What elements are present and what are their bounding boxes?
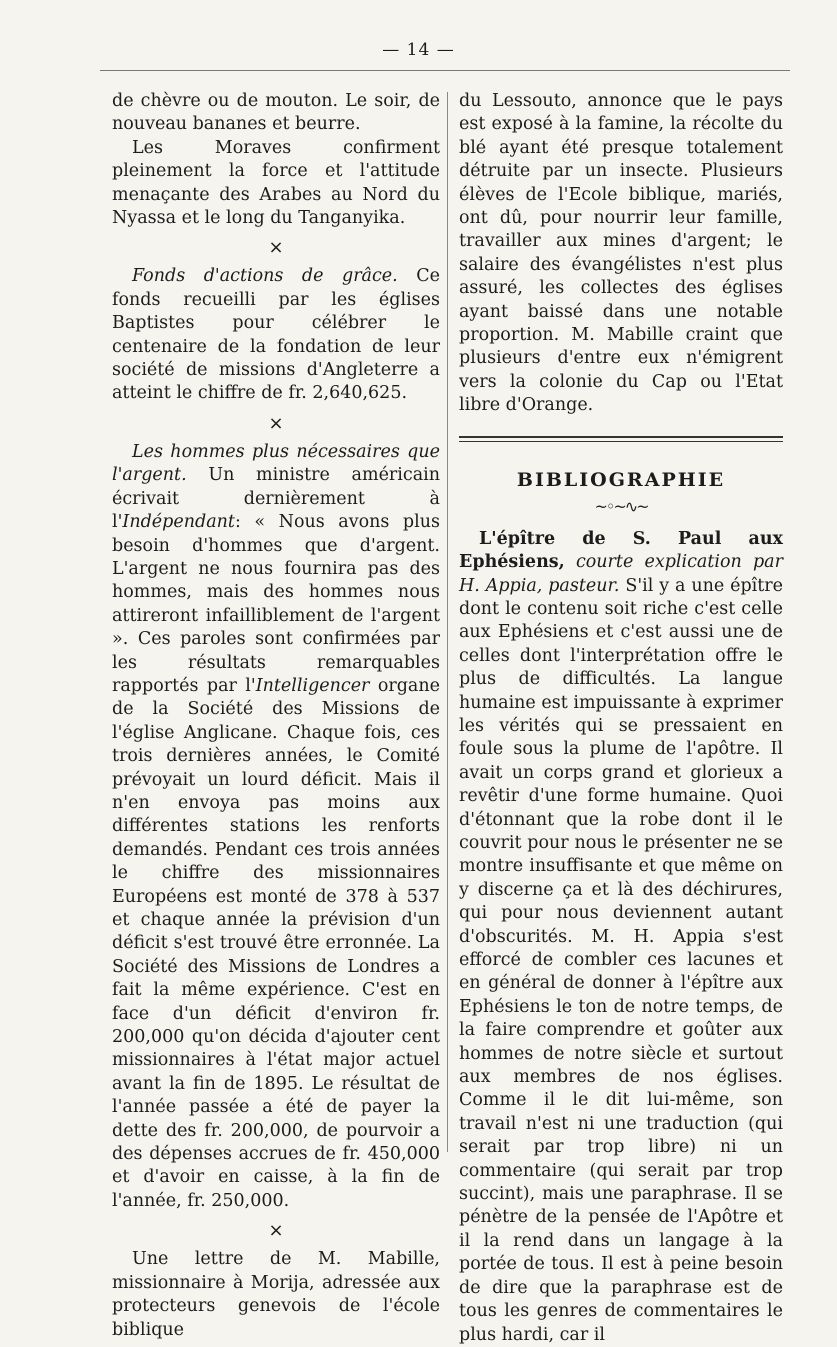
left-paragraph-fonds [112,265,440,405]
column-divider [447,92,448,1152]
entry-subtitle: courte explication par H. Appia, pasteur. [459,552,783,596]
left-paragraph-hommes [112,441,440,1213]
item-body: Ce fonds recueilli par les églises Baptistes pour célébrer le centenaire de la fondation de leur société de missions d'Angleterre a atteint le chiffre de fr. 2,640,625. [112,266,440,404]
left-paragraph-mabille: Une lettre de M. Mabille, missionnaire à Morija, adressée aux protecteurs genevois de l'école biblique [112,1249,440,1340]
journal-name: Indépendant [122,512,235,533]
entry-title: L'épître de S. Paul aux Ephésiens, [459,528,783,573]
entry-body: S'il y a une épître dont le contenu soit riche c'est celle aux Ephésiens et c'est aussi une de celles dont l'interprétation offre le plus de difficultés. La langue humaine est impuissante à exprimer les vérités qui se pressaient en foule sous la plume de l'apôtre. Il avait un corps grand et glorieux a revêtir d'une forme humaine. Quoi d'étonnant que la robe dont il le couvrit pour nous le présenter ne se montre insuffisante et que même on y discerne ça et là des déchirures, qui pour nous deviennent autant d'obscurités. M. H. Appia s'est efforcé de combler ces lacunes et en général de donner à l'épître aux Ephésiens le ton de notre temps, de la faire comprendre et goûter aux hommes de notre siècle et surtout aux membres de nos églises. Comme il le dit lui-même, son travail n'est ni une traduction (qui serait par trop libre) ni un commentaire (qui serait par trop succint), mais une paraphrase. Il se pénètre de la pensée de l'Apôtre et il la rend dans un langage à la portée de tous. Il est à peine besoin de dire que la paraphrase est de tous les genres de commentaires le plus hardi, car il [459,575,783,1345]
section-title: BIBLIOGRAPHIE [516,468,726,491]
item-body: : « Nous avons plus besoin d'hommes que d'argent. L'argent ne nous fournira pas des hommes, mais des hommes nous attireront infailliblement de l'argent ». Ces paroles sont confirmées par les résultats remarquables rapportés par l' [112,512,440,696]
item-title: Les hommes plus nécessaires que l'argent. [112,441,440,486]
page-number: — 14 — [382,40,455,60]
left-paragraph-moraves: Les Moraves confirment pleinement la force et l'attitude menaçante des Arabes au Nord du Nyassa et le long du Tanganyika. [112,137,440,229]
separator-cross: × [268,237,284,259]
journal-name: Intelligencer [255,675,370,696]
right-column [459,90,783,1347]
bibliography-entry [459,528,783,1347]
left-column [112,90,440,1342]
separator-cross: × [268,1220,284,1242]
item-title: Fonds d'actions de grâce. [132,266,398,287]
item-body: Un ministre américain écrivait dernièrement à l' [112,465,440,533]
right-paragraph-continued: du Lessouto, annonce que le pays est exposé à la famine, la récolte du blé ayant été presque totalement détruite par un insecte. Plusieurs élèves de l'Ecole biblique, mariés, ont dû, pour nourrir leur famille, travailler aux mines d'argent; le salaire des évangélistes n'est plus assuré, les collectes des églises ayant baissé dans une notable proportion. M. Mabille craint que plusieurs d'entre eux n'émigrent vers la colonie du Cap ou l'Etat libre d'Orange. [459,91,783,416]
ornament-flourish: ~◦~∿~ [594,496,648,516]
section-double-rule [459,436,783,442]
separator-cross: × [268,412,284,434]
item-body: organe de la Société des Missions de l'église Anglicane. Chaque fois, ces trois dernières années, le Comité prévoyait un lourd déficit. Mais il n'en envoya pas moins aux différentes stations les renforts demandés. Pendant ces trois années le chiffre des missionnaires Européens est monté de 378 à 537 et chaque année la prévision d'un déficit s'est trouvé être erronnée. La Société des Missions de Londres a fait la même expérience. C'est en face d'un déficit d'environ fr. 200,000 qu'on décida d'ajouter cent missionnaires à l'état major actuel avant la fin de 1895. Le résultat de l'année passée a été de payer la dette des fr. 200,000, de pourvoir a des dépenses accrues de fr. 450,000 et d'avoir en caisse, à la fin de l'année, fr. 250,000. [112,675,440,1211]
header-rule [100,70,790,71]
left-paragraph-continued: de chèvre ou de mouton. Le soir, de nouveau bananes et beurre. [112,91,440,135]
